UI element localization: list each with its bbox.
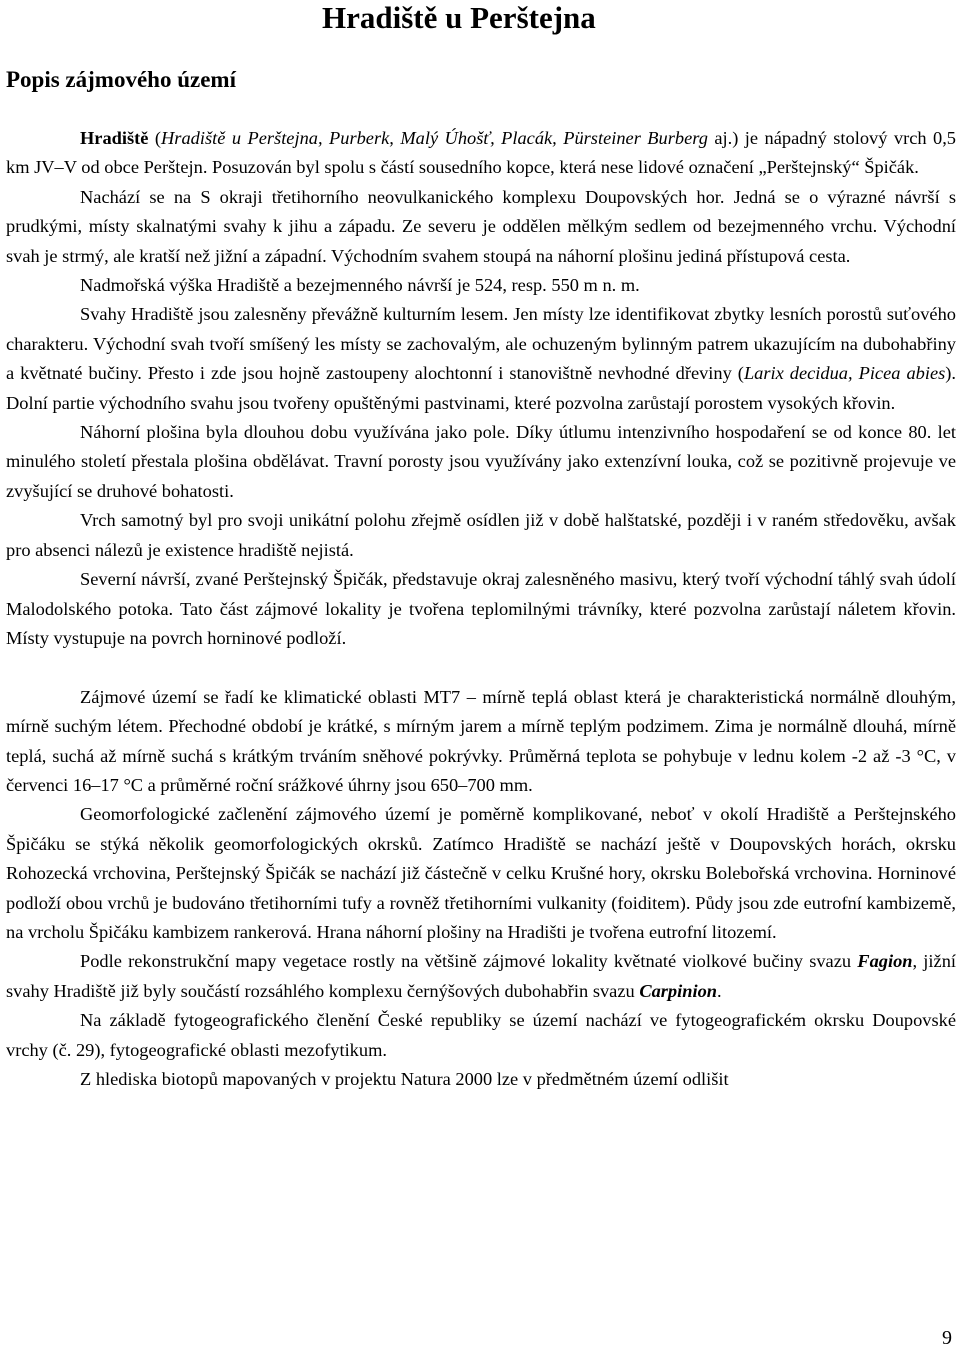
section-title: Popis zájmového území [6, 67, 236, 92]
paragraph-vegetation: Podle rekonstrukční mapy vegetace rostly na většině zájmové lokality květnaté violkové bučiny svazu Fagion, jižní svahy Hradiště již byly součástí rozsáhlého komplexu černýšových dubohabřin svazu Carpinion. [6, 951, 956, 1001]
paragraph-intro: Hradiště (Hradiště u Perštejna, Purberk, Malý Úhošť, Placák, Pürsteiner Burberg aj.) je nápadný stolový vrch 0,5 km JV–V od obce Perštejn. Posuzován byl spolu s částí sousedního kopce, která nese lidové označení „Perštejnský“ Špičák. [6, 128, 956, 178]
paragraph-geomorphology: Geomorfologické začlenění zájmového území je poměrně komplikované, neboť v okolí Hradiště a Perštejnského Špičáku se stýká několik geomorfologických okrsků. Zatímco Hradiště se nachází ještě v Doupovských horách, okrsku Rohozecká vrchovina, Perštejnský Špičák se nachází již částečně v celku Krušné hory, okrsku Bolebořská vrchovina. Horninové podloží obou vrchů je budováno třetihorními tufy a rovněž třetihorními vulkanity (foiditem). Půdy jsou zde eutrofní kambizemě, na vrcholu Špičáku kambizem rankerová. Hrana náhorní plošiny na Hradišti je tvořena eutrofní litozemí. [6, 804, 956, 942]
term-carpinion: Carpinion [639, 980, 717, 1001]
paragraph-climate: Zájmové území se řadí ke klimatické oblasti MT7 – mírně teplá oblast která je charakteristická normálně dlouhým, mírně suchým létem. Přechodné období je krátké, s mírným jarem a mírně teplým podzimem. Zima je normálně dlouhá, mírně teplá, suchá až mírně suchá s krátkým trváním sněhové pokrývky. Průměrná teplota se pohybuje v lednu kolem -2 až -3 °C, v červenci 16–17 °C a průměrné roční srážkové úhrny jsou 650–700 mm. [6, 686, 956, 795]
body-text [6, 124, 956, 1094]
paragraph-altitude: Nadmořská výška Hradiště a bezejmenného návrší je 524, resp. 550 m n. m. [80, 275, 640, 296]
page-number: 9 [942, 1327, 952, 1349]
paragraph-natura: Z hlediska biotopů mapovaných v projektu Natura 2000 lze v předmětném území odlišit [80, 1068, 729, 1089]
term-hradiste: Hradiště [80, 128, 149, 148]
paragraph-slopes: Svahy Hradiště jsou zalesněny převážně kulturním lesem. Jen místy lze identifikovat zbytky lesních porostů suťového charakteru. Východní svah tvoří smíšený les místy se zachovalým, ale ochuzeným bylinným patrem ukazujícím na dubohabřiny a květnaté bučiny. Přesto i zde jsou hojně zastoupeny alochtonní i stanovištně nevhodné dřeviny (Larix decidua, Picea abies). Dolní partie východního svahu jsou tvořeny opuštěnými pastvinami, které pozvolna zarůstají porostem vysokých křovin. [6, 304, 956, 413]
species-names: Larix decidua, Picea abies [743, 363, 946, 384]
paragraph-phytogeography: Na základě fytogeografického členění České republiky se území nachází ve fytogeografickém okrsku Doupovské vrchy (č. 29), fytogeografické oblasti mezofytikum. [6, 1010, 956, 1060]
paragraph-spicak: Severní návrší, zvané Perštejnský Špičák, představuje okraj zalesněného masivu, který tvoří východní táhlý svah údolí Malodolského potoka. Tato část zájmové lokality je tvořena teplomilnými trávníky, které pozvolna zarůstají náletem křovin. Místy vystupuje na povrch horninové podloží. [6, 569, 956, 648]
alt-names: Hradiště u Perštejna, Purberk, Malý Úhošť, Placák, Pürsteiner Burberg [161, 128, 708, 148]
paragraph-history: Vrch samotný byl pro svoji unikátní polohu zřejmě osídlen již v době halštatské, později i v raném středověku, avšak pro absenci nálezů je existence hradiště nejistá. [6, 510, 956, 560]
term-fagion: Fagion [857, 951, 913, 972]
paragraph-location: Nachází se na S okraji třetihorního neovulkanického komplexu Doupovských hor. Jedná se o výrazné návrší s prudkými, místy skalnatými svahy k jihu a západu. Ze severu je oddělen mělkým sedlem od bezejmenného vrchu. Východní svah je strmý, ale kratší než jižní a západní. Východním svahem stoupá na náhorní plošinu jediná přístupová cesta. [6, 186, 956, 266]
page-title: Hradiště u Perštejna [322, 0, 596, 35]
paragraph-plateau: Náhorní plošina byla dlouhou dobu využívána jako pole. Díky útlumu intenzivního hospodaření se od konce 80. let minulého století přestala plošina obdělávat. Travní porosty jsou využívány jako extenzívní louka, což se pozitivně projevuje ve zvyšující se druhové bohatosti. [6, 422, 956, 501]
